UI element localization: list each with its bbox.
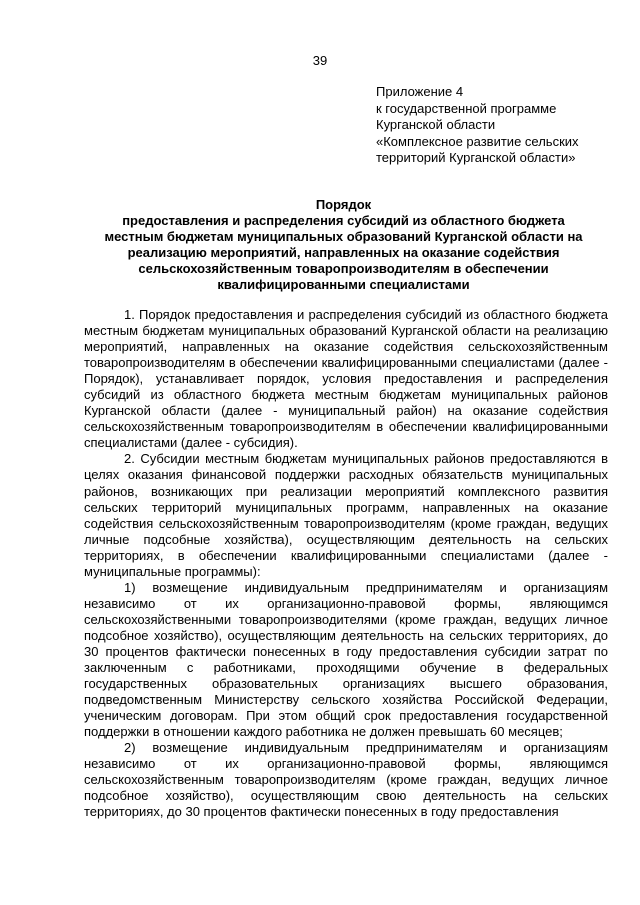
appendix-line: «Комплексное развитие сельских [376,133,579,149]
appendix-line: Приложение 4 [376,84,464,99]
title-line: сельскохозяйственным товаропроизводителям в обеспечении [138,261,549,276]
page-number: 39 [312,53,328,68]
title-line: квалифицированными специалистами [217,277,470,292]
title-line: реализацию мероприятий, направленных на оказание содействия [127,245,560,260]
title-line: местным бюджетам муниципальных образований Курганской области на [104,229,583,244]
document-title [86,197,601,293]
appendix-header [376,84,616,167]
appendix-line: Курганской области [376,117,496,132]
title-line: предоставления и распределения субсидий из областного бюджета [122,213,565,228]
document-body [84,307,608,821]
appendix-line: территорий Курганской области» [376,150,576,165]
title-heading: Порядок [315,197,372,212]
appendix-line: к государственной программе [376,100,557,116]
paragraph-1: 1. Порядок предоставления и распределения субсидий из областного бюджета местным бюджетам муниципальных образований Курганской области на реализацию мероприятий, направленных на оказание содействия сельскохозяйственным товаропроизводителям в обеспечении квалифицированными специалистами (далее - Порядок), устанавливает порядок, условия предоставления и распределения субсидий из областного бюджета местным бюджетам муниципальных районов Курганской области (далее - муниципальный район) на оказание содействия сельскохозяйственным товаропроизводителям в обеспечении квалифицированными специалистами (далее - субсидия). [84,307,608,451]
paragraph-item-1: 1) возмещение индивидуальным предпринимателям и организациям независимо от их организационно-правовой формы, являющимся сельскохозяйственными товаропроизводителями (кроме граждан, ведущих личное подсобное хозяйство), осуществляющим деятельность на сельских территориях, до 30 процентов фактически понесенных в году предоставления субсидии затрат по заключенным с работниками, проходящими обучение в федеральных государственных образовательных организациях высшего образования, подведомственным Министерству сельского хозяйства Российской Федерации, ученическим договорам. При этом общий срок предоставления государственной поддержки в отношении каждого работника не должен превышать 60 месяцев; [84,579,608,740]
paragraph-2: 2. Субсидии местным бюджетам муниципальных районов предоставляются в целях оказания финансовой поддержки расходных обязательств муниципальных районов, возникающих при реализации мероприятий комплексного развития сельских территорий муниципальных программ, направленных на оказание содействия сельскохозяйственным товаропроизводителям (кроме граждан, ведущих личные подсобные хозяйства), осуществляющим деятельность на сельских территориях, в обеспечении квалифицированными специалистами (далее - муниципальные программы): [84,451,608,579]
paragraph-item-2: 2) возмещение индивидуальным предпринимателям и организациям независимо от их организационно-правовой формы, являющимся сельскохозяйственным товаропроизводителям (кроме граждан, ведущих личное подсобное хозяйство), осуществляющим свою деятельность на сельских территориях, до 30 процентов фактически понесенных в году предоставления [84,740,608,820]
